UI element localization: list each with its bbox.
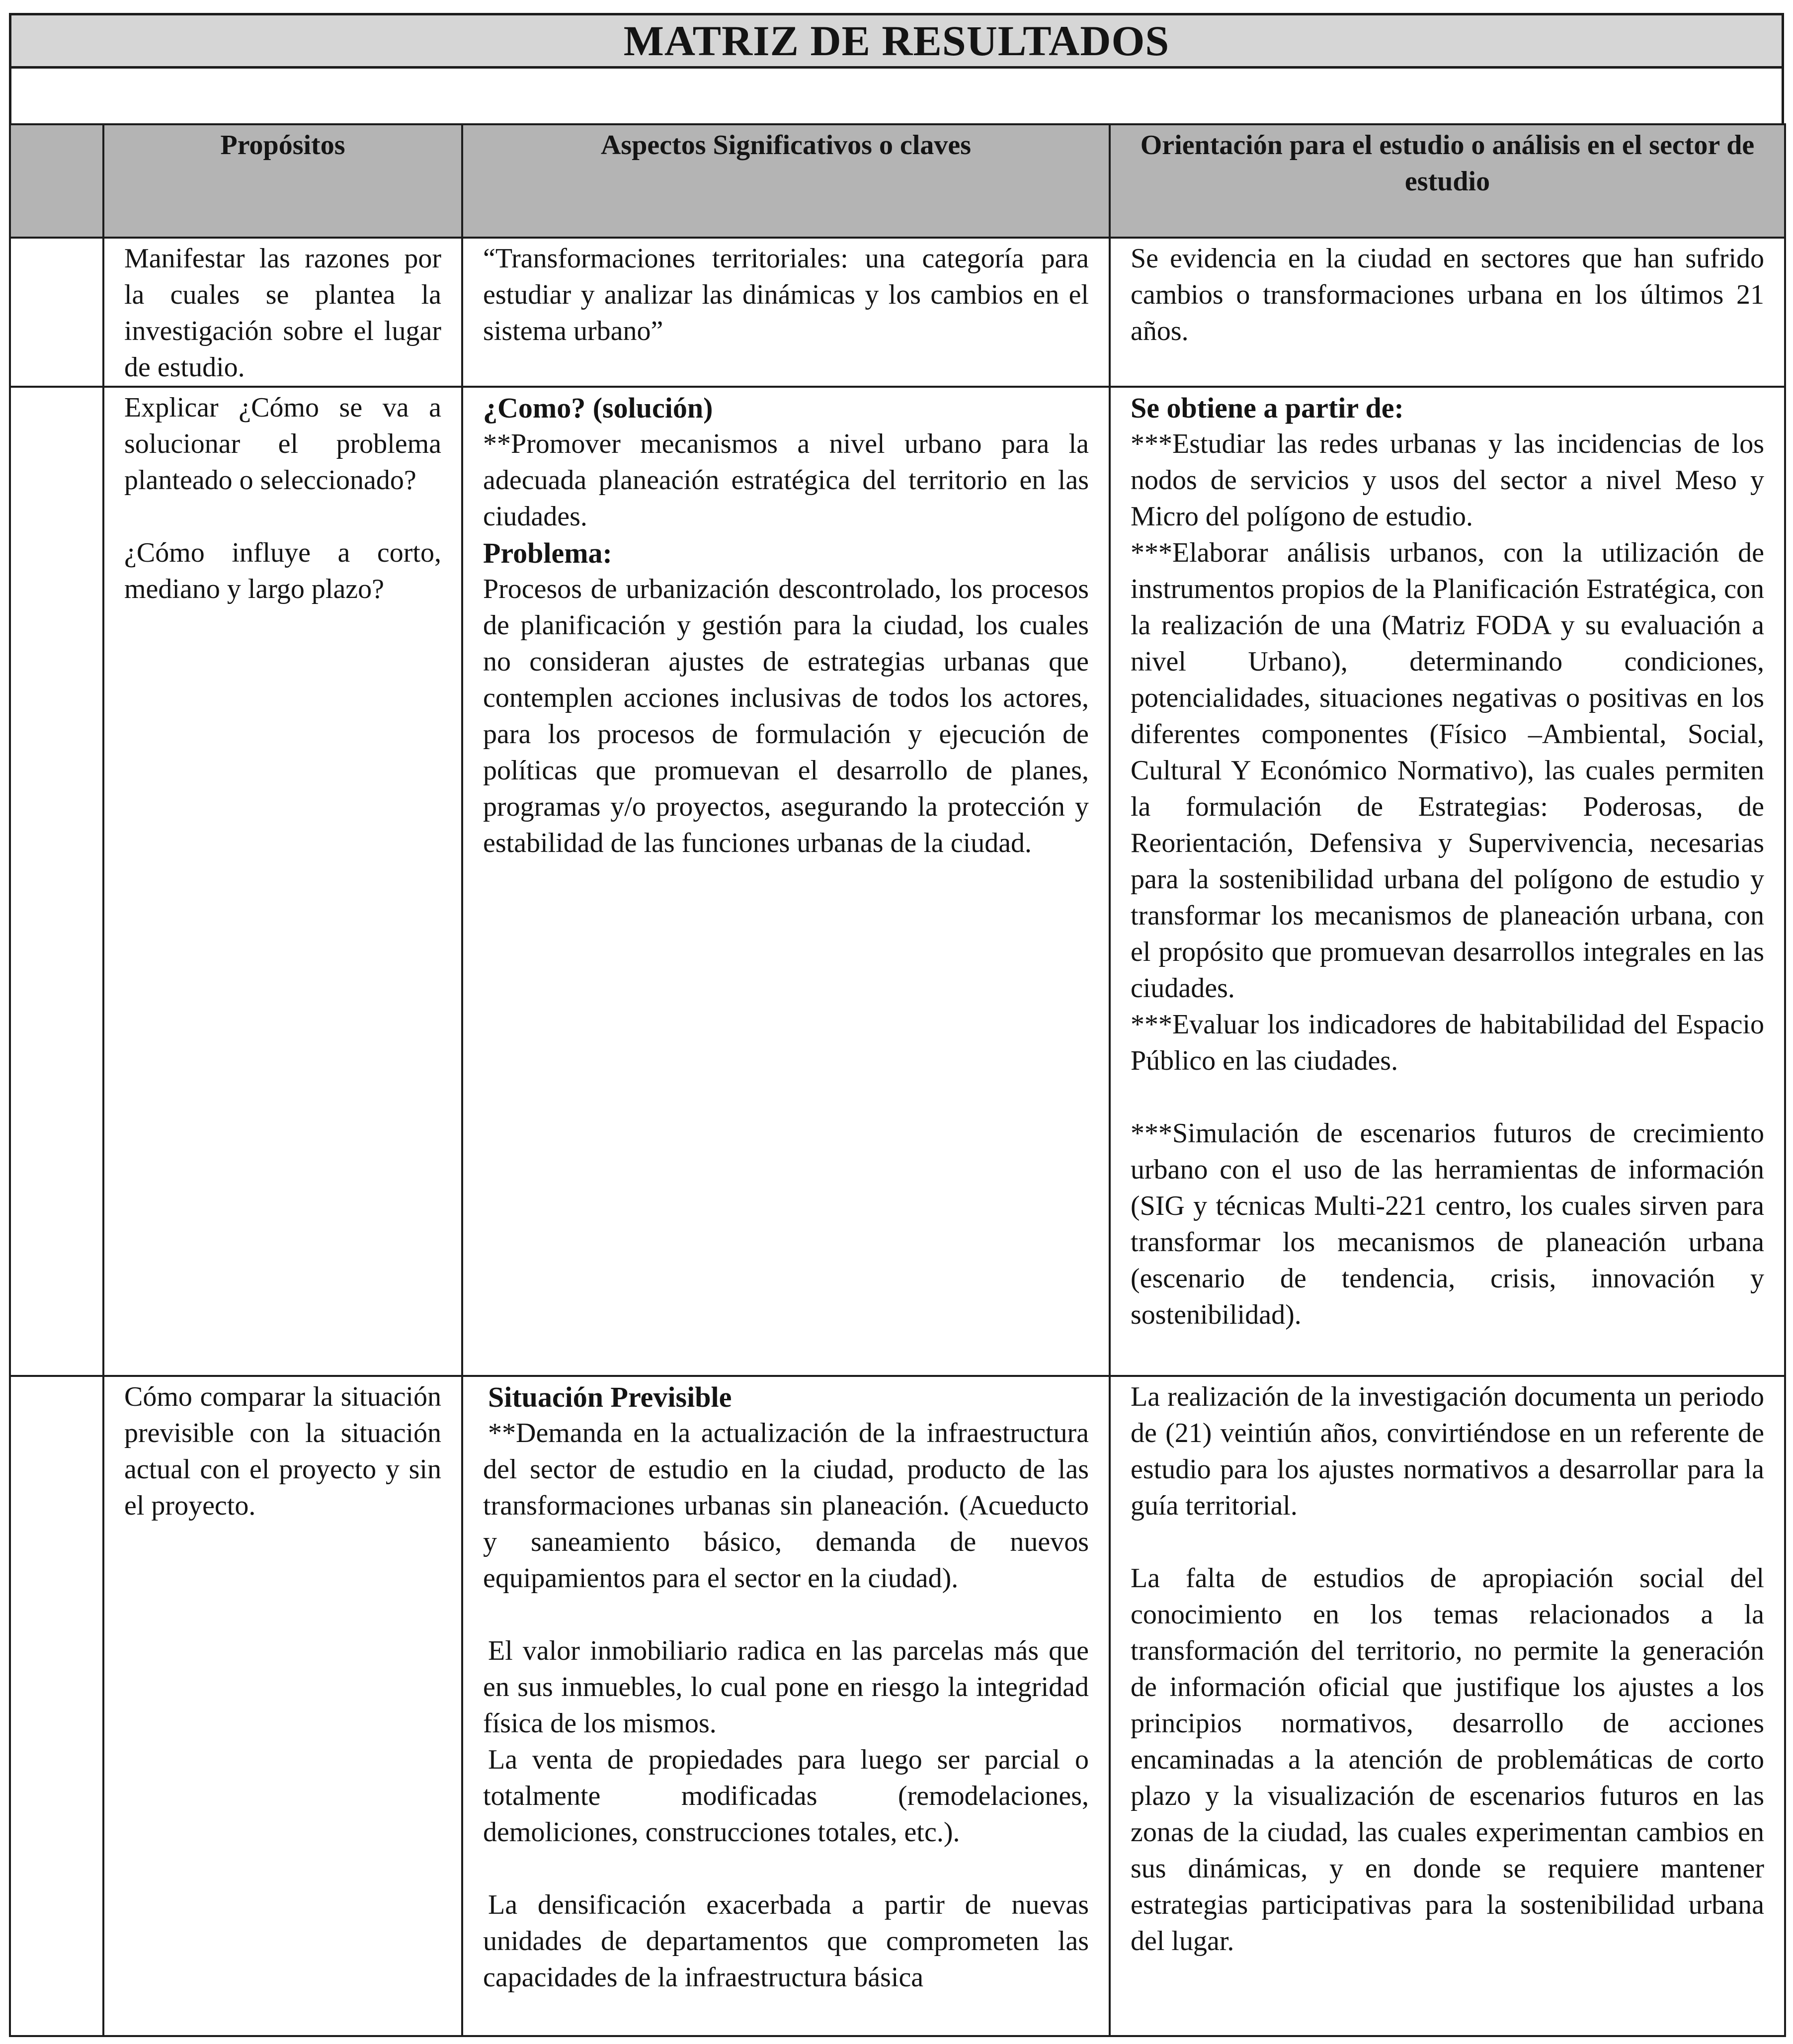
cell-orientacion bbox=[1110, 387, 1785, 1376]
orientacion-paragraph: La falta de estudios de apropiación social del conocimiento en los temas relacionados a la transformación del territorio, no permite la generación de información oficial que justifique los ajustes a los principios normativos, desarrollo de acciones encaminadas a la atención de problemáticas de corto plazo y la visualización de escenarios futuros en las zonas de la ciudad, las cuales experimentan cambios en sus dinámicas, y en donde se requiere mantener estrategias participativas para la sostenibilidad urbana del lugar. bbox=[1131, 1563, 1764, 1957]
table-header-row bbox=[10, 124, 1785, 238]
aspectos-paragraph: **Promover mecanismos a nivel urbano para la adecuada planeación estratégica del territorio en las ciudades. bbox=[483, 428, 1089, 532]
document-title: MATRIZ DE RESULTADOS bbox=[9, 13, 1784, 69]
aspectos-heading-problema: Problema: bbox=[483, 537, 612, 569]
cell-orientacion bbox=[1110, 1376, 1785, 2036]
results-matrix-table bbox=[9, 123, 1786, 2037]
cell-orientacion: Se evidencia en la ciudad en sectores que han sufrido cambios o transformaciones urbana en los últimos 21 años. bbox=[1110, 238, 1785, 387]
header-propositos: Propósitos bbox=[103, 124, 462, 238]
proposito-paragraph: ¿Cómo influye a corto, mediano y largo plazo? bbox=[124, 537, 441, 604]
aspectos-paragraph: Procesos de urbanización descontrolado, los procesos de planificación y gestión para la ciudad, los cuales no consideran ajustes de estrategias urbanas que contemplen acciones inclusivas de todos los actores, para los procesos de formulación y ejecución de políticas que promuevan el desarrollo de planes, programas y/o proyectos, asegurando la protección y estabilidad de las funciones urbanas de la ciudad. bbox=[483, 574, 1089, 858]
orientacion-paragraph: La realización de la investigación documenta un periodo de (21) veintiún años, convirtiéndose en un referente de estudio para los ajustes normativos a desarrollar para la guía territorial. bbox=[1131, 1381, 1764, 1521]
aspectos-paragraph: El valor inmobiliario radica en las parcelas más que en sus inmuebles, lo cual pone en riesgo la integridad física de los mismos. bbox=[483, 1635, 1089, 1739]
header-index-cell bbox=[10, 124, 103, 238]
orientacion-paragraph: ***Elaborar análisis urbanos, con la utilización de instrumentos propios de la Planificación Estratégica, con la realización de una (Matriz FODA y su evaluación a nivel Urbano), determinando condiciones, potencialidades, situaciones negativas o positivas en los diferentes componentes (Físico –Ambiental, Social, Cultural Y Económico Normativo), las cuales permiten la formulación de Estrategias: Poderosas, de Reorientación, Defensiva y Supervivencia, necesarias para la sostenibilidad urbana del polígono de estudio y transformar los mecanismos de planeación urbana, con el propósito que promuevan desarrollos integrales en las ciudades. bbox=[1131, 537, 1764, 1004]
blank-row bbox=[9, 66, 1784, 126]
results-matrix-document bbox=[9, 13, 1784, 2033]
orientacion-paragraph: ***Evaluar los indicadores de habitabilidad del Espacio Público en las ciudades. bbox=[1131, 1009, 1764, 1076]
table-row bbox=[10, 238, 1785, 387]
header-orientacion: Orientación para el estudio o análisis en el sector de estudio bbox=[1110, 124, 1785, 238]
cell-proposito: Cómo comparar la situación previsible con la situación actual con el proyecto y sin el proyecto. bbox=[103, 1376, 462, 2036]
cell-aspectos bbox=[462, 1376, 1110, 2036]
aspectos-heading-situacion: Situación Previsible bbox=[488, 1381, 732, 1413]
header-aspectos: Aspectos Significativos o claves bbox=[462, 124, 1110, 238]
table-row bbox=[10, 387, 1785, 1376]
row-index-cell bbox=[10, 1376, 103, 2036]
cell-aspectos: “Transformaciones territoriales: una categoría para estudiar y analizar las dinámicas y los cambios en el sistema urbano” bbox=[462, 238, 1110, 387]
table-row bbox=[10, 1376, 1785, 2036]
aspectos-paragraph: La venta de propiedades para luego ser parcial o totalmente modificadas (remodelaciones, demoliciones, construcciones totales, etc.). bbox=[483, 1744, 1089, 1848]
orientacion-heading: Se obtiene a partir de: bbox=[1131, 392, 1404, 424]
orientacion-paragraph: ***Estudiar las redes urbanas y las incidencias de los nodos de servicios y usos del sector a nivel Meso y Micro del polígono de estudio. bbox=[1131, 428, 1764, 532]
cell-proposito: Manifestar las razones por la cuales se plantea la investigación sobre el lugar de estudio. bbox=[103, 238, 462, 387]
cell-aspectos bbox=[462, 387, 1110, 1376]
aspectos-paragraph: **Demanda en la actualización de la infraestructura del sector de estudio en la ciudad, producto de las transformaciones urbanas sin planeación. (Acueducto y saneamiento básico, demanda de nuevos equipamientos para el sector en la ciudad). bbox=[483, 1418, 1089, 1594]
aspectos-heading-solucion: ¿Como? (solución) bbox=[483, 392, 713, 424]
cell-proposito bbox=[103, 387, 462, 1376]
row-index-cell bbox=[10, 238, 103, 387]
proposito-paragraph: Explicar ¿Cómo se va a solucionar el problema planteado o seleccionado? bbox=[124, 392, 441, 496]
row-index-cell bbox=[10, 387, 103, 1376]
orientacion-paragraph: ***Simulación de escenarios futuros de crecimiento urbano con el uso de las herramientas de información (SIG y técnicas Multi-221 centro, los cuales sirven para transformar los mecanismos de planeación urbana (escenario de tendencia, crisis, innovación y sostenibilidad). bbox=[1131, 1118, 1764, 1330]
aspectos-paragraph: La densificación exacerbada a partir de nuevas unidades de departamentos que comprometen las capacidades de la infraestructura básica bbox=[483, 1889, 1089, 1993]
